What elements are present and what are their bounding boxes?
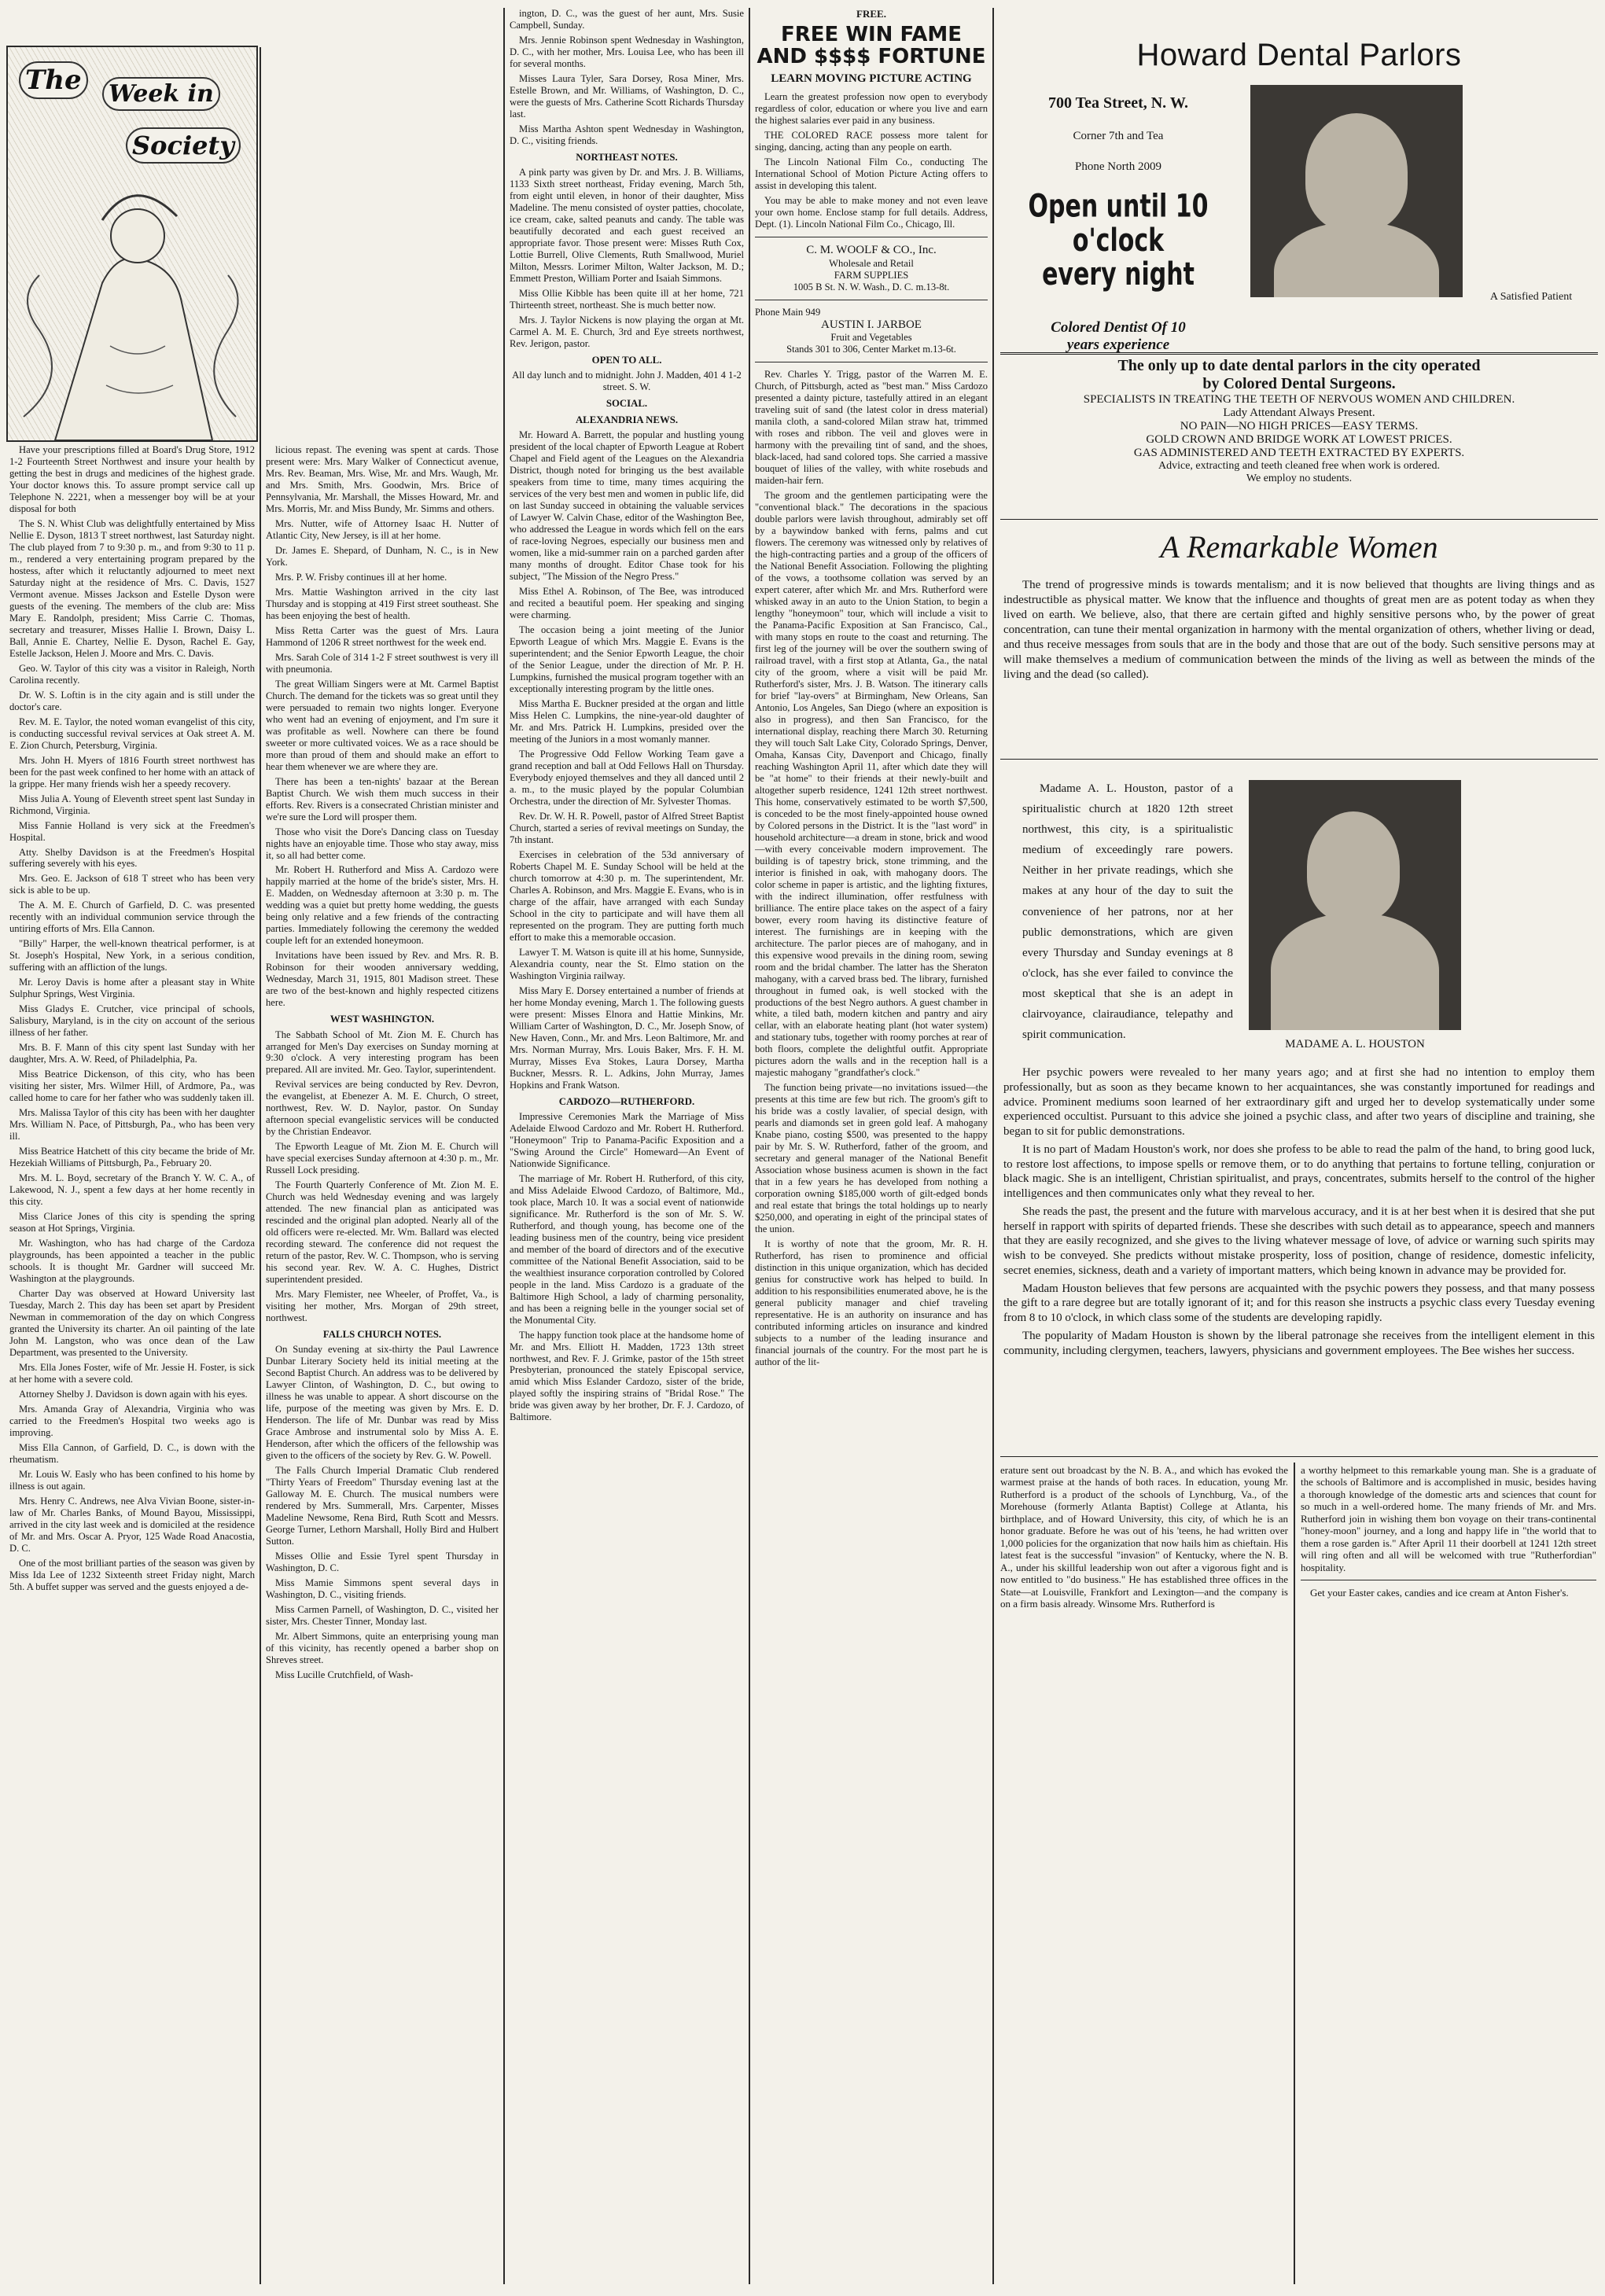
society-item: Miss Fannie Holland is very sick at the Freedmen's Hospital. xyxy=(9,819,255,843)
dental-every-night: every night xyxy=(1042,256,1195,294)
alexandria-item: Mr. Howard A. Barrett, the popular and hustling young president of the local chapter of Epworth League at Robert Chapel and Field agent of the Leagues on the Alexandria District, though noted for bringing us the best available speakers from time to time, many times acquiring the services of the very best men and women in public life, did on last Sunday succeed in obtaining the valuable services of Lawyer W. Calvin Chase, editor of the Washington Bee, who addressed the League in words which fell on the ears of race-loving Negroes, especially our business men and women, like a mid-summer rain on a parched garden after many months of drought. Editor Chase took for his subject, "The Mission of the Negro Press." xyxy=(510,429,744,583)
masthead-the: The xyxy=(19,61,88,99)
west-washington-item: Mrs. Mary Flemister, nee Wheeler, of Proffet, Va., is visiting her mother, Mrs. Morgan of 29th street, northwest. xyxy=(266,1289,499,1324)
dental-details xyxy=(1000,357,1598,485)
jarboe-name: AUSTIN I. JARBOE xyxy=(821,318,922,331)
film-ad-paragraph: THE COLORED RACE possess more talent for singing, dancing, acting than any people on earth. xyxy=(755,129,988,153)
society-item: There has been a ten-nights' bazaar at the Berean Baptist Church. We wish them much success in their efforts. Rev. Rivers is a consecrated Christian minister and we're sure the Lord will prosper them. xyxy=(266,775,499,822)
falls-church-item: Miss Carmen Parnell, of Washington, D. C., visited her sister, Mrs. Chester Tinner, Monday last. xyxy=(266,1604,499,1628)
society-item: Mrs. Mattie Washington arrived in the city last Thursday and is stopping at 419 First street southeast. She has been enjoying the best of health. xyxy=(266,586,499,621)
dental-line4: Lady Attendant Always Present. xyxy=(1223,407,1375,419)
society-item: Miss Clarice Jones of this city is spending the spring season at Hot Springs, Virginia. xyxy=(9,1211,255,1234)
alexandria-item: Rev. Dr. W. H. R. Powell, pastor of Alfred Street Baptist Church, started a series of revival meetings on Sunday, the 7th instant. xyxy=(510,810,744,845)
falls-church-heading: FALLS CHURCH NOTES. xyxy=(322,1329,442,1341)
society-item: Mrs. Nutter, wife of Attorney Isaac H. Nutter of Atlantic City, New Jersey, is ill at her home. xyxy=(266,517,499,541)
woolf-line3: 1005 B St. N. W. Wash., D. C. m.13-8t. xyxy=(793,281,950,293)
society-item: "Billy" Harper, the well-known theatrical performer, is at St. Joseph's Hospital, New York, in a serious condition, suffering with an affliction of the lungs. xyxy=(9,938,255,973)
society-item: ington, D. C., was the guest of her aunt, Mrs. Susie Campbell, Sunday. xyxy=(510,8,744,31)
alexandria-news-heading: ALEXANDRIA NEWS. xyxy=(575,414,679,426)
remarkable-paragraph: Madam Houston believes that few persons are acquainted with the psychic powers they possess, and that many possess the gift to a rare degree but are totally ignorant of it; and for this reason she instructs a psychic class every Tuesday evening from 8 to 10 o'clock, in which class some of the students are developing rapidly. xyxy=(1003,1282,1595,1324)
society-item: Mrs. P. W. Frisby continues ill at her home. xyxy=(275,571,447,583)
houston-caption: MADAME A. L. HOUSTON xyxy=(1285,1038,1425,1050)
open-to-all-heading: OPEN TO ALL. xyxy=(591,354,662,366)
dental-phone: Phone North 2009 xyxy=(1075,160,1161,173)
society-item: Rev. M. E. Taylor, the noted woman evangelist of this city, is conducting successful revival services at Oak street A. M. E. Zion Church, Petersburg, Virginia. xyxy=(9,716,255,751)
film-ad-paragraph: The Lincoln National Film Co., conducting The International School of Motion Picture Acting offers to assist in developing this talent. xyxy=(755,156,988,191)
social-heading: SOCIAL. xyxy=(606,398,648,409)
remarkable-intro: The trend of progressive minds is towards mentalism; and it is now believed that thoughts are living things and as indestructible as physical matter. We know that the influence and thoughts of great men are as potent today as when they lived on earth. We believe, also, that there are certain gifted and highly sensitive persons who, by the power of great concentration, can tune their mental organization in harmony with the mental organization of others, whether living or dead, and thus receive messages from souls that are in the body and those that are out of the body. Such sensitive persons may at will make themselves a medium of communication between the minds of the living as well as between the minds of the living and the dead (so called). xyxy=(1003,579,1595,682)
west-washington-item: The Epworth League of Mt. Zion M. E. Church will have special exercises Sunday afternoon at 4:30 p. m., Mr. Russell Lock presiding. xyxy=(266,1141,499,1176)
northeast-item: Miss Ollie Kibble has been quite ill at her home, 721 Thirteenth street, northeast. She is much better now. xyxy=(510,287,744,311)
society-item: Miss Julia A. Young of Eleventh street spent last Sunday in Richmond, Virginia. xyxy=(9,793,255,816)
falls-church-item: Miss Lucille Crutchfield, of Wash- xyxy=(275,1669,414,1680)
alexandria-item: Miss Ethel A. Robinson, of The Bee, was introduced and recited a beautiful poem. Her speaking and singing were charming. xyxy=(510,586,744,621)
society-item: Mr. Leroy Davis is home after a pleasant stay in White Sulphur Springs, West Virginia. xyxy=(9,977,255,1000)
alexandria-item: Lawyer T. M. Watson is quite ill at his home, Sunnyside, Alexandria county, near the St. Elmo station on the Washington Virginia railway. xyxy=(510,946,744,981)
dental-line3: SPECIALISTS IN TREATING THE TEETH OF NERVOUS WOMEN AND CHILDREN. xyxy=(1083,393,1515,406)
column-2 xyxy=(266,444,499,2288)
wedding-item: The groom and the gentlemen participating were the "conventional black." The decorations in the spacious double parlors were lavish throughout, admirably set off by a baywindow banked with ferns, palms and cut flowers. The ceremony was witnessed only by relatives of the high-contracting parties and a group of the officers of the National Benefit Association. Following the plighting of the vows, a toothsome collation was served by an expert caterer, after which Mr. and Mrs. Rutherford were whisked away in an auto to the Union Station, to begin a lengthy "honeymoon" tour, which will include a visit to the Panama-Pacific Exposition at San Francisco, Cal., with many stops en route to the coast and returning. The first leg of the journey will be over the southern swing of railroad travel, with a first stop at Atlanta, Ga., the natal city of the groom, where a visit will be paid Mr. Rutherford's sister, Mrs. J. B. Watson. The itinerary calls for brief "lay-overs" at Birmingham, New Orleans, San Antonio, Los Angeles, San Diego (where an exposition is also in progress), and then San Francisco, for the international display, reaching there March 30. Returning they will touch Salt Lake City, Colorado Springs, Denver, Omaha, Kansas City, Davenport and Chicago, finally reaching Washington April 11, after which date they will be "at home" to their friends at their newly-built and altogether superb residence, 1241 12th street northwest. This home, conservatively estimated to be worth $7,500, is conceded to be the most finely-appointed house owned by Colored persons in the District. It is the "last word" in household architecture—a dream in stone, brick and wood—with every conceivable modern improvement. The building is of tapestry brick, stone trimming, and the interior is finished in oak, with mahogany doors. The color scheme in paper is artistic, and the lighting fixtures, with the indirect illumination, offer restfulness with brilliance. The entire place takes on the aspect of a fairy bower, every room having its distinctive feature of interest. The furnishings are in keeping with the architecture. The parlor pieces are of mahogany, and in this expensive wood prevails in the dining room, sewing room and the bridal chamber. The latter has the Sheraton mahogany, with a carved brass bed. The library, furnished throughout in fumed oak, is well stocked with the productions of the best Negro authors. A guest chamber in white, a tiled bath, modern kitchen and pantry and airy cellar, with an elaborate heating plant (hot water system) and stationary tubs, together with roomy porches at rear of both floors, complete the delightful outfit. Appropriate pictures adorn the walls and in the reception hall is a majestic mahogany "grandfather's clock." xyxy=(755,490,988,1079)
learn-acting-heading: LEARN MOVING PICTURE ACTING xyxy=(771,72,972,86)
falls-church-item: Mr. Albert Simmons, quite an enterprising young man of this vicinity, has recently opened a barber shop on Shreves street. xyxy=(266,1631,499,1665)
wedding-item: The function being private—no invitations issued—the presents at this time are few but rich. The groom's gift to his bride was a costly lavalier, of special design, with pearls and diamonds set in green gold leaf. A mahogany Knabe piano, costing $500, was presented to the happy pair by Mr. S. W. Rutherford, father of the groom, and secretary and general manager of the National Benefit Association whose business acumen is shown in the fact that in a few years he has developed from nothing a corporation owning $185,000 worth of gilt-edged bonds and real estate that brings the total holdings up to nearly $250,000, and operating in eight of the principal states of the union. xyxy=(755,1082,988,1235)
remarkable-paragraph: She reads the past, the present and the future with marvelous accuracy, and it is at her best when it is desired that she put herself in rapport with spirits of departed friends. These she describes with such detail as to appearance, speech and manners that they are easily recognized, and she gives to the living whatever message of love, of advice or warning such spirits may wish to be conveyed. She predicts without mistake prosperity, loss of position, change of residence, domestic infelicity, secret enemies, sickness, death and a variety of important matters, which being known in advance may be provided for. xyxy=(1003,1205,1595,1277)
society-item: Misses Laura Tyler, Sara Dorsey, Rosa Miner, Mrs. Estelle Brown, and Mr. Williams, of Washington, D. C., were the guests of Mrs. Catherine Scott Richards Thursday last. xyxy=(510,72,744,120)
northeast-notes-heading: NORTHEAST NOTES. xyxy=(576,151,678,163)
rutherford-continued: erature sent out broadcast by the N. B. A., and which has evoked the warmest praise at the hands of both races. In education, young Mr. Rutherford is a product of the schools of Lynchburg, Va., of the Morehouse (formerly Atlanta Baptist) College at Atlanta, his birthplace, and of Howard University, this city, of which he is an honor graduate. Before he was out of his 'teens, he had written over 1,000 policies for the organization that now hails him as chieftain. His latest feat is the successful "invasion" of Kentucky, where the N. B. A., under his skillful leadership won out after a vigorous fight and is now entitled to "do business." He has established three offices in the State—at Louisville, Frankfort and Lexington—and the company is on a firm basis already. Winsome Mrs. Rutherford is xyxy=(1000,1464,1288,1610)
alexandria-item: The Progressive Odd Fellow Working Team gave a grand reception and ball at Odd Fellows Hall on Thursday. Everybody enjoyed themselves and they all danced until 2 a. m., to the music played by the popular Columbian Orchestra, under the direction of Mr. Sylvester Thomas. xyxy=(510,749,744,807)
wedding-item: The marriage of Mr. Robert H. Rutherford, of this city, and Miss Adelaide Elwood Cardozo, of Baltimore, Md., took place, March 10. It was a social event of nationwide significance. Mr. Rutherford is the son of Mr. S. W. Rutherford, and though young, has become one of the leading business men of the country, being vice president and member of the board of directors and of the executive committee of the National Benefit Association, said to be the wealthiest insurance corporation controlled by Colored people in the land. Miss Cardozo is a graduate of the Baltimore High School, a lady of charming personality, and has been a reigning belle in the younger social set of the Monumental City. xyxy=(510,1172,744,1326)
dental-open-hours: Open until 10 o'clock xyxy=(1028,188,1209,259)
free-fame-ad xyxy=(755,8,988,230)
society-item: Geo. W. Taylor of this city was a visitor in Raleigh, North Carolina recently. xyxy=(9,662,255,686)
alexandria-item: Exercises in celebration of the 53d anniversary of Roberts Chapel M. E. Sunday School will be held at the church tomorrow at 4:30 p. m. The superintendent, Mr. Charles A. Robinson, and Mrs. Maggie E. Evans, who is in charge of the affair, have arranged with each Sunday School in the city to participate and will have them all represented on the program. They are putting forth much effort to make this a memorable occasion. xyxy=(510,848,744,943)
alexandria-item: Miss Mary E. Dorsey entertained a number of friends at her home Monday evening, March 1. The following guests were present: Misses Elnora and Hattie Minkins, Mr. William Carter of Washington, D. C., Mr. Joseph Snow, of New Haven, Conn., Mr. and Mrs. Leon Baltimore, Mr. and Mrs. Norman Murray, Mrs. Louis Baker, Mrs. F. H. M. Murray, Misses Eva Stokes, Laura Dorsey, Martha Buckner, Messrs. R. L. Adkins, John Murray, James Hopkins and Frank Watson. xyxy=(510,984,744,1091)
society-item: The S. N. Whist Club was delightfully entertained by Miss Nellie E. Dyson, 1813 T street northwest, last Saturday night. The club played from 7 to 9:30 p. m., and from 9:30 to 11 p. m., rendered a very entertaining program prepared by the hostess, after which it reluctantly adjourned to meet next Saturday night at the residence of Mrs. C. Davis, 1527 Vermont avenue. Misses Jackson and Estelle Dyson were guests of the evening. The members of the club are: Miss Mary E. Randolph, president; Miss Carrie C. Thomas, secretary and treasurer, Misses Hallie I. Brown, Daisy L. Ball, Annie E. Chartey, Nellie E. Dyson, Rachel E. Gay, Estelle Jackson, Helen J. Moore and Mrs. C. Davis. xyxy=(9,517,255,659)
dental-line7: GAS ADMINISTERED AND TEETH EXTRACTED BY EXPERTS. xyxy=(1133,447,1465,459)
west-washington-item: Revival services are being conducted by Rev. Devron, the evangelist, at Ebenezer A. M. E. Church, O street, northwest, Rev. W. D. Naylor, pastor. On Sunday afternoon special evangelistic services will be conducted by the Christian Endeavor. xyxy=(266,1079,499,1138)
society-item: Dr. James E. Shepard, of Dunham, N. C., is in New York. xyxy=(266,544,499,568)
northeast-item: A pink party was given by Dr. and Mrs. J. B. Williams, 1133 Sixth street northeast, Friday evening, March 5th, from eight until eleven, in honor of their daughter, Miss Madeline. The menu consisted of oyster patties, chocolate, ice cream, cake, salted peanuts and candy. The table was beautifully decorated and each guest received an appropriate favor. Those present were: Misses Ruth Cox, Lottie Burrell, Olive Clements, Ruth Smallwood, Muriel Milton, Messrs. Lorimer Milton, Walter Jackson, M. D.; Emmett Preston, William Porter and Isaiah Simmons. xyxy=(510,167,744,284)
dental-title: Howard Dental Parlors xyxy=(1136,38,1462,72)
dental-address: 700 Tea Street, N. W. xyxy=(1048,94,1188,112)
society-item: The great William Singers were at Mt. Carmel Baptist Church. The demand for the tickets was so great until they were persuaded to remain two nights longer. Everyone who went had an evening of enjoyment, and I'm sure it was profitable as well. Nowhere can there be found sweeter or more cultivated voices. We as a race should be more than proud of them and should make an effort to hear them whenever we are where they are. xyxy=(266,678,499,772)
society-item: Miss Beatrice Hatchett of this city became the bride of Mr. Hezekiah Williams of Pittsburgh, Pa., February 20. xyxy=(9,1146,255,1169)
woolf-line2: FARM SUPPLIES xyxy=(834,269,909,281)
dental-line1: The only up to date dental parlors in the city operated xyxy=(1117,357,1481,374)
society-item: Miss Martha Ashton spent Wednesday in Washington, D. C., visiting friends. xyxy=(510,123,744,146)
society-item: Miss Gladys E. Crutcher, vice principal of schools, Salisbury, Maryland, is in the city on account of the serious illness of her father. xyxy=(9,1003,255,1039)
west-washington-item: The Fourth Quarterly Conference of Mt. Zion M. E. Church was held Wednesday evening and was largely attended. The new financial plan as anticipated was rescinded and the original plan adopted. Nearly all of the old officers were re-elected. Mr. Wm. Ballard was elected recording steward. The conference did not request the return of the pastor, Rev. W. C. Thompson, who is serving his second year. Rev. W. A. C. Hughes, District superintendent presided. xyxy=(266,1179,499,1286)
patient-caption: A Satisfied Patient xyxy=(1489,291,1573,303)
remarkable-paragraph: The popularity of Madam Houston is shown by the liberal patronage she receives from the intelligent element in this community, including clergymen, teachers, lawyers, physicians and government employees. The Bee wishes her success. xyxy=(1003,1329,1595,1357)
free-label: FREE. xyxy=(856,8,886,20)
society-item: Miss Beatrice Dickenson, of this city, who has been visiting her sister, Mrs. Wilmer Hill, of Ardmore, Pa., was called home to care for her father who was suddenly taken ill. xyxy=(9,1069,255,1104)
society-item: Mrs. Ella Jones Foster, wife of Mr. Jessie H. Foster, is sick at her home with a severe cold. xyxy=(9,1361,255,1385)
dental-ad xyxy=(1000,31,1598,353)
bottom-right-column xyxy=(1301,1464,1596,2286)
society-item: Miss Ella Cannon, of Garfield, D. C., is down with the rheumatism. xyxy=(9,1441,255,1465)
jarboe-phone: Phone Main 949 xyxy=(755,306,821,318)
society-item: Mrs. M. L. Boyd, secretary of the Branch Y. W. C. A., of Lakewood, N. J., spent a few days at her home recently in this city. xyxy=(9,1172,255,1208)
society-item: Mr. Washington, who has had charge of the Cardoza playgrounds, has been appointed a teacher in the public schools. It is thought Mr. Gardner will succeed Mr. Washington at the playgrounds. xyxy=(9,1238,255,1284)
bottom-left-column xyxy=(1000,1464,1288,2286)
society-item: Mrs. John H. Myers of 1816 Fourth street northwest has been for the past week confined to her home with an attack of la grippe. Her many friends wish her a speedy recovery. xyxy=(9,754,255,789)
society-item: Mrs. Malissa Taylor of this city has been with her daughter Mrs. William N. Pace, of Pittsburgh, Pa., who has been very ill. xyxy=(9,1107,255,1142)
cardozo-rutherford-heading: CARDOZO—RUTHERFORD. xyxy=(558,1095,695,1107)
wedding-item: Impressive Ceremonies Mark the Marriage of Miss Adelaide Elwood Cardozo and Mr. Robert H. Rutherford. "Honeymoon" Trip to Panama-Pacific Exposition and a "Swing Around the Circle" Homeward—An Event of Nationwide Significance. xyxy=(510,1110,744,1169)
northeast-item: Mrs. J. Taylor Nickens is now playing the organ at Mt. Carmel A. M. E. Church, 3rd and Eye streets northwest, Rev. Jerigon, pastor. xyxy=(510,314,744,349)
society-item: Dr. W. S. Loftin is in the city again and is still under the doctor's care. xyxy=(9,689,255,712)
satisfied-patient-photo xyxy=(1250,85,1463,297)
wedding-item: Rev. Charles Y. Trigg, pastor of the Warren M. E. Church, of Pittsburgh, acted as "best man." Miss Cardozo presented a dainty picture, tastefully attired in an elegant traveling suit of sand (the latest color in dress material) manila cloth, a sand-colored Milan straw hat, trimmed with roses and ribbon. The veil and gloves were in harmony with the prevailing tint of sand, and the shoes, black-laced, had sand colored tops. She carried a massive bouquet of lilies of the valley, with white rosebuds and maiden-hair fern. xyxy=(755,369,988,487)
alexandria-item: The occasion being a joint meeting of the Junior Epworth League of which Mrs. Maggie E. Evans is the superintendent; and the Senior Epworth League, the choir of the Senior League, under the direction of Mr. P. H. Lumpkins, furnished the musical program together with an exceptionally interesting program by the little ones. xyxy=(510,624,744,695)
remarkable-paragraph: Her psychic powers were revealed to her many years ago; and at first she had no intention to employ them professionally, but as soon as they became known to her acquaintances, she was constantly importuned for readings and advice. Prominent mediums soon learned of her extraordinary gift and urged her to develop systematically under some experienced occultist. Pursuant to this advice she joined a psychic class, and after two years of discipline and training, she began to sit for public demonstrations. xyxy=(1003,1066,1595,1138)
houston-portrait xyxy=(1249,780,1461,1030)
society-item: Miss Retta Carter was the guest of Mrs. Laura Hammond of 1206 R street northwest for the week end. xyxy=(266,624,499,648)
west-washington-heading: WEST WASHINGTON. xyxy=(329,1014,435,1025)
jarboe-ad xyxy=(755,307,988,356)
dental-experience: years experience xyxy=(1066,336,1170,353)
society-item: Attorney Shelby J. Davidson is down again with his eyes. xyxy=(19,1388,248,1400)
society-item: Mrs. Sarah Cole of 314 1-2 F street southwest is very ill with pneumonia. xyxy=(266,651,499,675)
film-ad-paragraph: You may be able to make money and not even leave your own home. Enclose stamp for full details. Address, Dept. (1). Lincoln National Film Co., Chicago, Ill. xyxy=(755,194,988,230)
anton-fisher-ad: Get your Easter cakes, candies and ice cream at Anton Fisher's. xyxy=(1310,1587,1569,1599)
society-item: One of the most brilliant parties of the season was given by Miss Ida Lee of 1232 Sixteenth street Friday night, March 5th. A buffet supper was served and the guests enjoyed a de- xyxy=(9,1557,255,1592)
dental-line6: GOLD CROWN AND BRIDGE WORK AT LOWEST PRICES. xyxy=(1146,433,1452,446)
society-item: Mr. Louis W. Easly who has been confined to his home by illness is out again. xyxy=(9,1468,255,1492)
society-item: Mr. Robert H. Rutherford and Miss A. Cardozo were happily married at the home of the bride's sister, Mrs. H. E. Madden, on Wednesday afternoon at 3:30 p. m. The wedding was a quiet but pretty home wedding, the guests being only relative and a few friends of the contracting parties. Immediately following the ceremony the wedded couple left for an extended honeymoon. xyxy=(266,864,499,947)
society-item: Mrs. Jennie Robinson spent Wednesday in Washington, D. C., with her mother, Mrs. Louisa Lee, who has been ill for several months. xyxy=(510,34,744,69)
society-item: Charter Day was observed at Howard University last Tuesday, March 2. This day has been set apart by President Newman in commemoration of the day on which Congress granted the University its charter. An oil painting of the late John M. Langston, who was once dean of the Law Department, was presented to the University. xyxy=(9,1287,255,1358)
west-washington-item: The Sabbath School of Mt. Zion M. E. Church has arranged for Men's Day exercises on Sunday morning at 9:30 o'clock. A very interesting program has been prepared. All are invited. Mr. Geo. Taylor, superintendent. xyxy=(266,1028,499,1076)
film-ad-paragraph: Learn the greatest profession now open to everybody regardless of color, education or where you live and earn the highest salaries ever paid in any business. xyxy=(755,90,988,126)
column-4 xyxy=(755,8,988,2288)
falls-church-item: On Sunday evening at six-thirty the Paul Lawrence Dunbar Literary Society held its initial meeting at the Second Baptist Church. An address was to be delivered by Lawyer Clinton, of Washington, D. C., but owing to illness he was unable to appear. A short discourse on the life, purpose of the meeting was given by Mrs. E. D. Henderson. The life of Mr. Dunbar was read by Miss Grace Ambrose and instrumental solo by Miss A. E. Henderson, after which the officers of the fellowship was given to the officers of the society by Rev. G. W. Powell. xyxy=(266,1344,499,1462)
win-fame-headline: FREE WIN FAME AND $$$$ FORTUNE xyxy=(756,23,986,68)
masthead-society: Society xyxy=(126,127,241,164)
remarkable-paragraph: It is no part of Madam Houston's work, nor does she profess to be able to read the palm of the hand, to bring good luck, to restore lost affections, to impose spells or remove them, or to do anything that pertains to fortune telling, conjuration or black magic. She is an intelligent, Christian spiritualist, and prays, concentrates, submits herself to the control of the higher intelligences and then communicates only what they reveal to her. xyxy=(1003,1142,1595,1200)
column-3 xyxy=(510,8,744,2288)
woolf-line1: Wholesale and Retail xyxy=(829,257,914,269)
society-item: Atty. Shelby Davidson is at the Freedmen's Hospital suffering severely with his eyes. xyxy=(9,846,255,870)
dental-corner: Corner 7th and Tea xyxy=(1073,130,1164,142)
woolf-ad xyxy=(755,244,988,293)
society-item: Mrs. Amanda Gray of Alexandria, Virginia who was carried to the Freedmen's Hospital two weeks ago is improving. xyxy=(9,1403,255,1438)
wedding-item: It is worthy of note that the groom, Mr. R. H. Rutherford, has risen to prominence and official distinction in this unique organization, which has decided genius for constructive work has helped to build. In addition to his responsibilities enumerated above, he is the general publicity manager and chief traveling representative. He is an authority on insurance and has contributed informing articles on insurance and kindred subjects to a number of the leading insurance and financial journals of the country. For the most part he is author of the lit- xyxy=(755,1238,988,1368)
society-item: Mrs. B. F. Mann of this city spent last Sunday with her daughter, Mrs. A. W. Reed, of Philadelphia, Pa. xyxy=(9,1042,255,1065)
remarkable-body xyxy=(1003,1065,1595,1451)
jarboe-line1: Fruit and Vegetables xyxy=(830,332,912,344)
masthead-week-in: Week in xyxy=(102,77,220,111)
society-item: Mrs. Henry C. Andrews, nee Alva Vivian Boone, sister-in-law of Mr. Charles Banks, of Mound Bayou, Mississippi, arrived in the city last week and is domiciled at the residence of Mr. and Mrs. Oscar A. Pryor, 125 Wade Road Anacostia, D. C. xyxy=(9,1495,255,1554)
open-to-all-text: All day lunch and to midnight. John J. Madden, 401 4 1-2 street. S. W. xyxy=(512,370,742,393)
alexandria-item: Miss Martha E. Buckner presided at the organ and little Miss Helen C. Lumpkins, the nine-year-old daughter of Mr. and Mrs. Patrick H. Lumpkins, presided over the meeting of the Juniors in a most womanly manner. xyxy=(510,698,744,745)
dental-line2: by Colored Dental Surgeons. xyxy=(1202,375,1396,392)
rutherford-conclusion: a worthy helpmeet to this remarkable young man. She is a graduate of the schools of Baltimore and is accomplished in music, besides having a thorough knowledge of the domestic arts and sciences that count for so much in a well-ordered home. The many friends of Mr. and Mrs. Rutherford join in wishing them bon voyage on their trans-continental "honey-moon" journey, and a long and happy life in "the world that to them a rose garden is." After April 11 their doorbell at 1241 12th street will ring often and all will be welcomed with true "Rutherfordian" hospitality. xyxy=(1301,1464,1596,1573)
society-item: Have your prescriptions filled at Board's Drug Store, 1912 1-2 Fourteenth Street Northwest and insure your health by getting the best in drugs and medicines of the highest grade. Your doctor knows this. To assure prompt service call up Telephone N. 2221, when a messenger boy will be at your disposal for both xyxy=(9,444,255,514)
society-item: Mrs. Geo. E. Jackson of 618 T street who has been very sick is able to be up. xyxy=(9,873,255,896)
column-1 xyxy=(9,444,255,2288)
society-item: licious repast. The evening was spent at cards. Those present were: Mrs. Mary Walker of Connecticut avenue, Mrs. Rev. Beaman, Mrs. Wise, Mr. and Mrs. Waugh, Mr. and Mrs. Smith, Mrs. Goodwin, Mrs. Brice of Pennsylvania, Mr. Marshall, the Misses Howard, Mr. and Mrs. Morris, Mr. and Miss Bundy, Mr. Simms and others. xyxy=(266,444,499,514)
falls-church-item: Misses Ollie and Essie Tyrel spent Thursday in Washington, D. C. xyxy=(266,1551,499,1574)
woolf-name: C. M. WOOLF & CO., Inc. xyxy=(806,243,937,256)
falls-church-item: The Falls Church Imperial Dramatic Club rendered "Thirty Years of Freedom" Thursday evening last at the Galloway M. E. Church. The musical numbers were rendered by Mrs. Summerall, Mrs. Carpenter, Misses Madeline Newsome, Rena Bird, Ruth Scott and Messrs. George Turner, Lethorn Marshall, Holly Bird and Hulbert Sutton. xyxy=(266,1465,499,1547)
week-in-society-masthead xyxy=(6,46,258,442)
society-item: Invitations have been issued by Rev. and Mrs. R. B. Robinson for their wooden anniversary wedding, Wednesday, March 31, 1915, 801 Madison street. These are two of the best-known and highly respected citizens here. xyxy=(266,950,499,1009)
remarkable-women-title: A Remarkable Women xyxy=(1160,529,1438,565)
dental-line5: NO PAIN—NO HIGH PRICES—EASY TERMS. xyxy=(1180,420,1419,432)
society-item: Those who visit the Dore's Dancing class on Tuesday nights have an enjoyable time. Those who stay away, miss it, so all had better come. xyxy=(266,826,499,861)
houston-description: Madame A. L. Houston, pastor of a spiritualistic church at 1820 12th street northwest, this city, is a spiritualistic medium of exceedingly rare powers. Neither in her private readings, which she makes at any hour of the day to suit the convenience of her patrons, nor at her public demonstrations, which are given every Thursday and Sunday evenings at 8 o'clock, has she ever failed to convince the most skeptical that she is an adept in clairvoyance, clairaudiance, telepathy and spirit communication. xyxy=(1022,782,1233,1042)
wedding-item: The happy function took place at the handsome home of Mr. and Mrs. Elliott H. Madden, 1723 13th street northwest, and Rev. F. J. Grimke, pastor of the 15th street Presbyterian, pronounced the stately Episcopal service, amid which Miss Eslander Cardozo, sister of the bride, played softly the inspiring strains of "Bridal Rose." The bride was given away by her brother, Dr. F. J. Cardozo, of Baltimore. xyxy=(510,1329,744,1423)
dental-colored-dentist: Colored Dentist Of 10 xyxy=(1051,318,1186,336)
dental-line8: Advice, extracting and teeth cleaned free when work is ordered. xyxy=(1158,460,1440,472)
society-item: The A. M. E. Church of Garfield, D. C. was presented recently with an individual communion service through the untiring efforts of Mrs. Ella Cannon. xyxy=(9,900,255,935)
jarboe-line2: Stands 301 to 306, Center Market m.13-6t. xyxy=(786,344,956,355)
dental-line9: We employ no students. xyxy=(1246,473,1353,484)
falls-church-item: Miss Mamie Simmons spent several days in Washington, D. C., visiting friends. xyxy=(266,1577,499,1601)
